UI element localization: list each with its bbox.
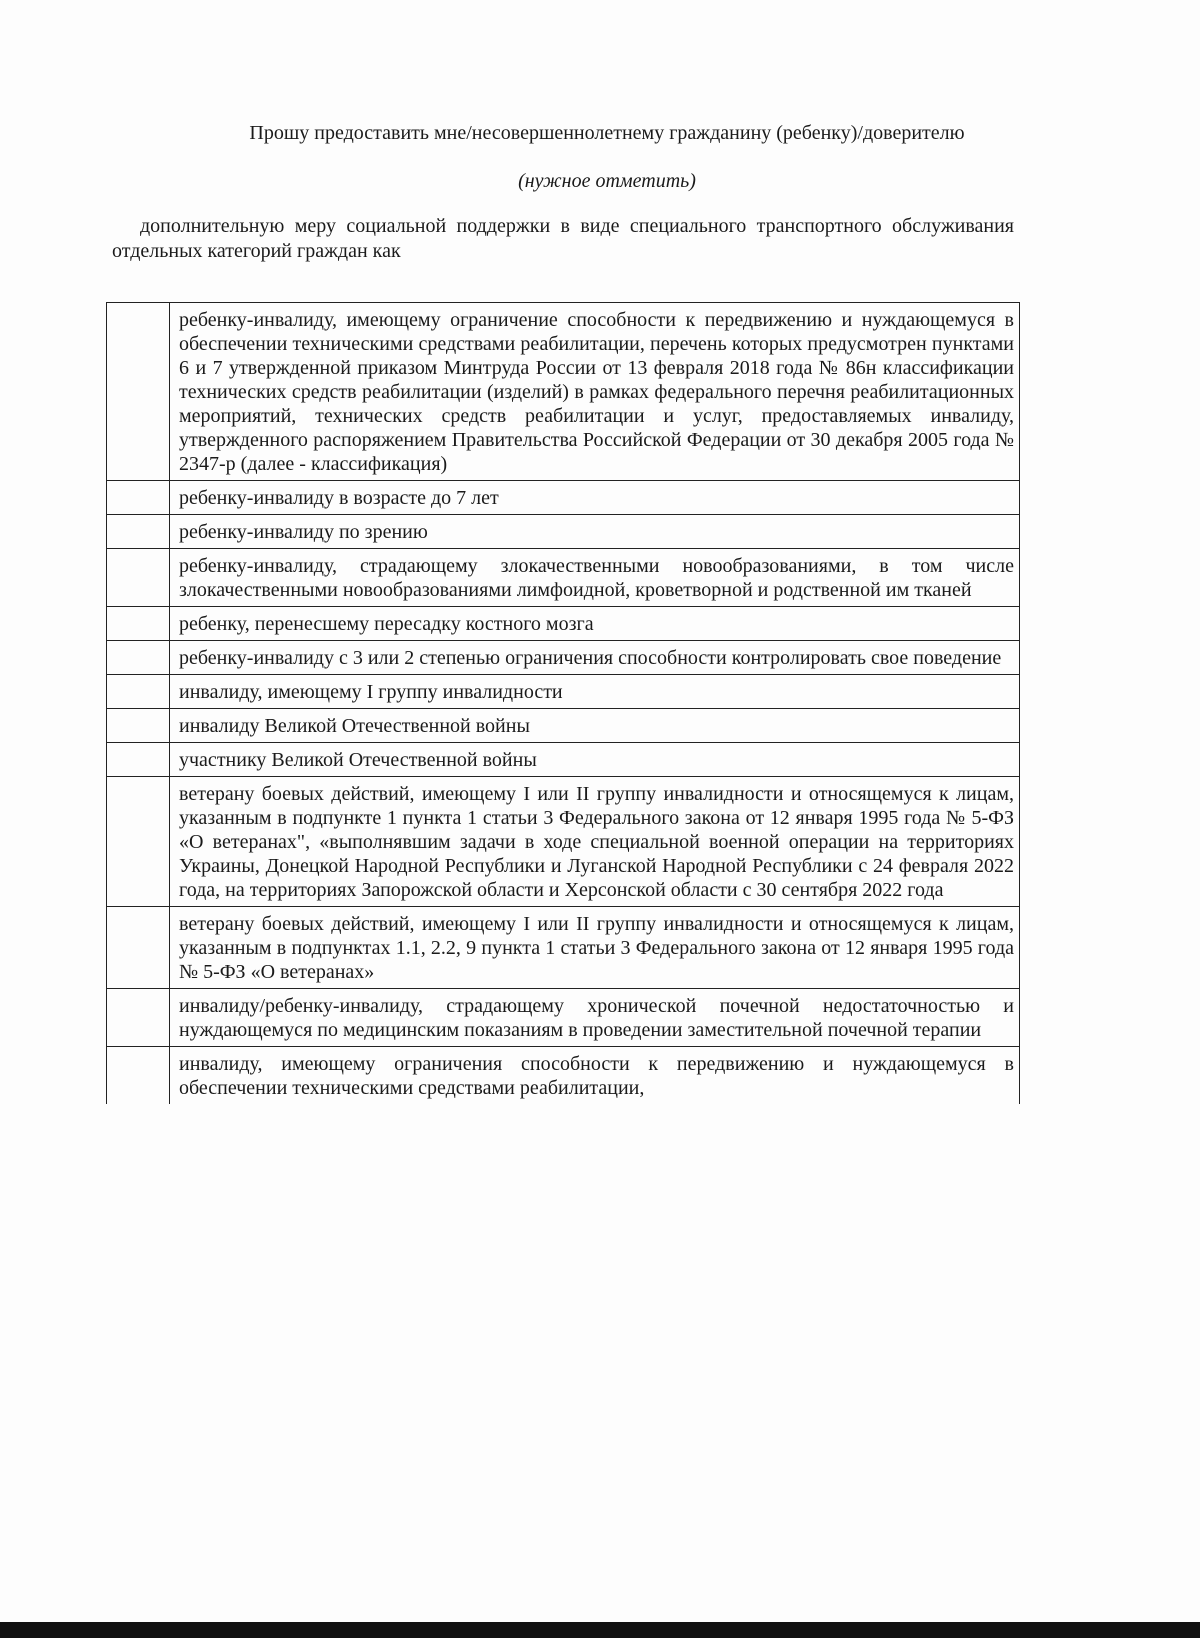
category-text: инвалиду, имеющему I группу инвалидности	[170, 675, 1020, 709]
category-text: ребенку-инвалиду, страдающему злокачественными новообразованиями, в том числе злокачественными новообразованиями лимфоидной, кроветворной и родственной им тканей	[170, 549, 1020, 607]
table-row	[107, 549, 1020, 607]
category-text: ребенку-инвалиду с 3 или 2 степенью ограничения способности контролировать свое поведение	[170, 641, 1020, 675]
category-text: ветерану боевых действий, имеющему I или II группу инвалидности и относящемуся к лицам, указанным в подпункте 1 пункта 1 статьи 3 Федерального закона от 12 января 1995 года № 5-ФЗ «О ветеранах", «выполнявшим задачи в ходе специальной военной операции на территориях Украины, Донецкой Народной Республики и Луганской Народной Республики с 24 февраля 2022 года, на территориях Запорожской области и Херсонской области с 30 сентября 2022 года	[170, 777, 1020, 907]
category-text: ветерану боевых действий, имеющему I или II группу инвалидности и относящемуся к лицам, указанным в подпунктах 1.1, 2.2, 9 пункта 1 статьи 3 Федерального закона от 12 января 1995 года № 5-ФЗ «О ветеранах»	[170, 907, 1020, 989]
intro-paragraph: дополнительную меру социальной поддержки в виде специального транспортного обслуживания отдельных категорий граждан как	[112, 215, 1014, 262]
scan-edge-bar	[0, 1622, 1200, 1638]
checkbox-cell[interactable]	[107, 641, 170, 675]
category-table	[106, 302, 1020, 1104]
checkbox-cell[interactable]	[107, 1047, 170, 1105]
category-text: ребенку, перенесшему пересадку костного мозга	[170, 607, 1020, 641]
table-row	[107, 607, 1020, 641]
checkbox-cell[interactable]	[107, 989, 170, 1047]
category-text: инвалиду/ребенку-инвалиду, страдающему хронической почечной недостаточностью и нуждающемуся по медицинским показаниям в проведении заместительной почечной терапии	[170, 989, 1020, 1047]
table-row	[107, 641, 1020, 675]
category-text: инвалиду, имеющему ограничения способности к передвижению и нуждающемуся в обеспечении техническими средствами реабилитации,	[170, 1047, 1020, 1105]
checkbox-cell[interactable]	[107, 907, 170, 989]
request-heading: Прошу предоставить мне/несовершеннолетнему гражданину (ребенку)/доверителю	[249, 122, 965, 144]
category-text: ребенку-инвалиду по зрению	[170, 515, 1020, 549]
checkbox-cell[interactable]	[107, 607, 170, 641]
table-row	[107, 907, 1020, 989]
checkbox-cell[interactable]	[107, 743, 170, 777]
table-row	[107, 709, 1020, 743]
table-row	[107, 1047, 1020, 1105]
category-text: инвалиду Великой Отечественной войны	[170, 709, 1020, 743]
category-text: участнику Великой Отечественной войны	[170, 743, 1020, 777]
category-text: ребенку-инвалиду, имеющему ограничение способности к передвижению и нуждающемуся в обеспечении техническими средствами реабилитации, перечень которых предусмотрен пунктами 6 и 7 утвержденной приказом Минтруда России от 13 февраля 2018 года № 86н классификации технических средств реабилитации (изделий) в рамках федерального перечня реабилитационных мероприятий, технических средств реабилитации и услуг, предоставляемых инвалиду, утвержденного распоряжением Правительства Российской Федерации от 30 декабря 2005 года № 2347-р (далее - классификация)	[170, 303, 1020, 481]
table-row	[107, 515, 1020, 549]
checkbox-cell[interactable]	[107, 481, 170, 515]
checkbox-cell[interactable]	[107, 515, 170, 549]
table-row	[107, 989, 1020, 1047]
checkbox-cell[interactable]	[107, 549, 170, 607]
checkbox-cell[interactable]	[107, 303, 170, 481]
table-row	[107, 777, 1020, 907]
table-row	[107, 481, 1020, 515]
instruction-note: (нужное отметить)	[518, 170, 696, 192]
table-row	[107, 303, 1020, 481]
checkbox-cell[interactable]	[107, 777, 170, 907]
category-text: ребенку-инвалиду в возрасте до 7 лет	[170, 481, 1020, 515]
checkbox-cell[interactable]	[107, 709, 170, 743]
table-row	[107, 743, 1020, 777]
checkbox-cell[interactable]	[107, 675, 170, 709]
table-row	[107, 675, 1020, 709]
